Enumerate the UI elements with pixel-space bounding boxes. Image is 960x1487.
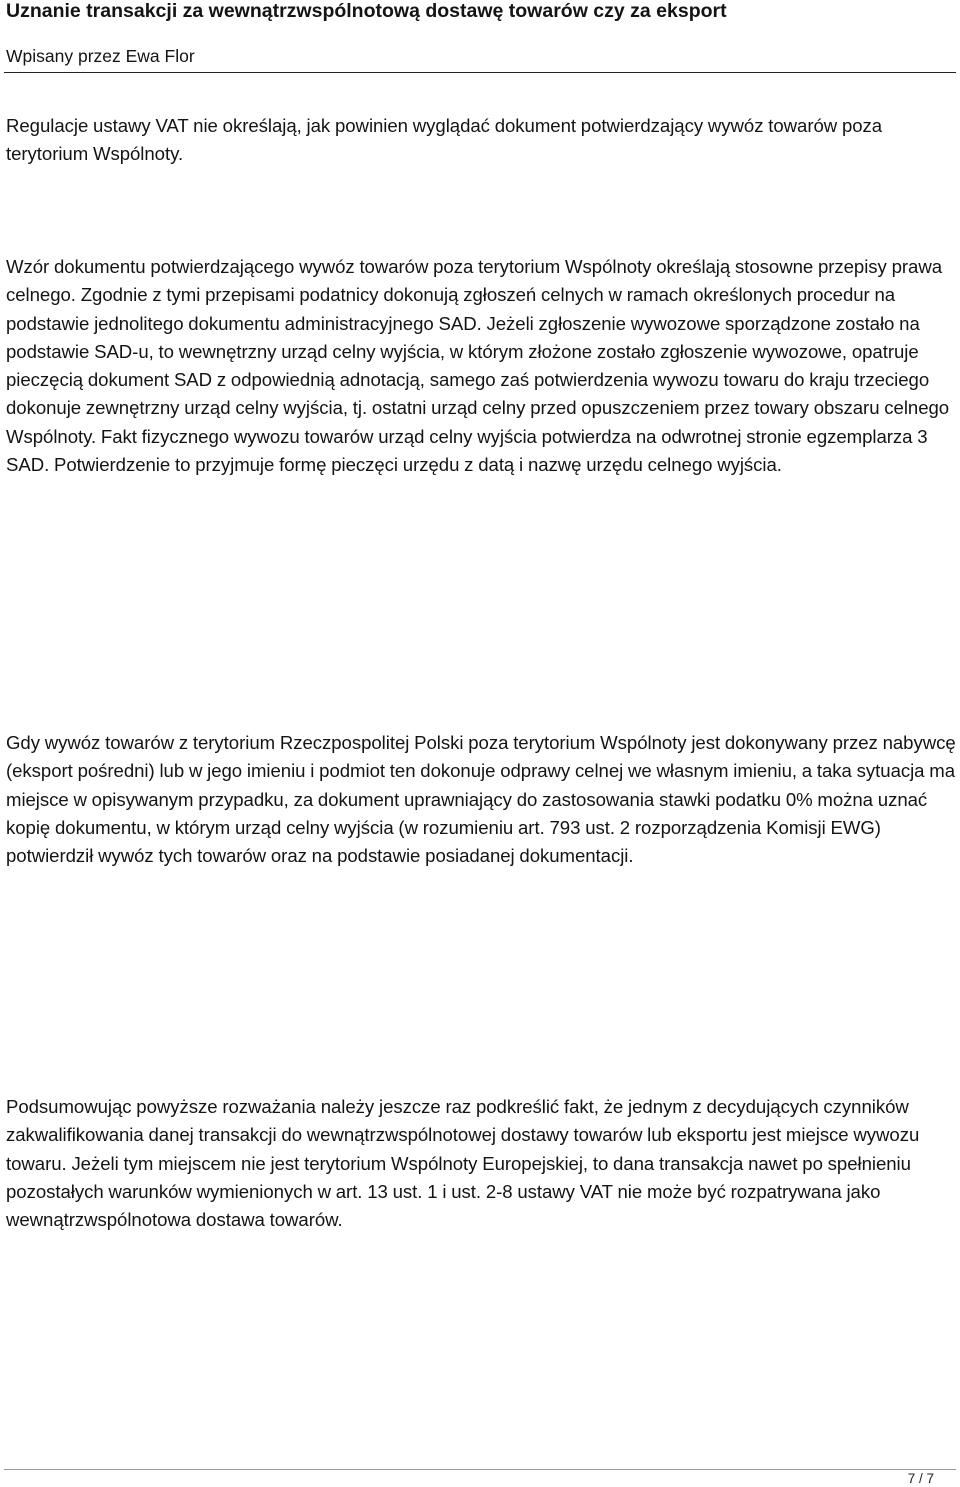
footer-divider (4, 1469, 956, 1470)
paragraph-2: Wzór dokumentu potwierdzającego wywóz towarów poza terytorium Wspólnoty określają stosowne przepisy prawa celnego. Zgodnie z tymi przepisami podatnicy dokonują zgłoszeń celnych w ramach określonych procedur na podstawie jednolitego dokumentu administracyjnego SAD. Jeżeli zgłoszenie wywozowe sporządzone zostało na podstawie SAD-u, to wewnętrzny urząd celny wyjścia, w którym złożone zostało zgłoszenie wywozowe, opatruje pieczęcią dokument SAD z odpowiednią adnotacją, samego zaś potwierdzenia wywozu towaru do kraju trzeciego dokonuje zewnętrzny urząd celny wyjścia, tj. ostatni urząd celny przed opuszczeniem przez towary obszaru celnego Wspólnoty. Fakt fizycznego wywozu towarów urząd celny wyjścia potwierdza na odwrotnej stronie egzemplarza 3 SAD. Potwierdzenie to przyjmuje formę pieczęci urzędu z datą i nazwę urzędu celnego wyjścia. (6, 256, 950, 476)
paragraph-3: Gdy wywóz towarów z terytorium Rzeczpospolitej Polski poza terytorium Wspólnoty jest dokonywany przez nabywcę (eksport pośredni) lub w jego imieniu i podmiot ten dokonuje odprawy celnej we własnym imieniu, a taka sytuacja ma miejsce w opisywanym przypadku, za dokument uprawniający do zastosowania stawki podatku 0% można uznać kopię dokumentu, w którym urząd celny wyjścia (w rozumieniu art. 793 ust. 2 rozporządzenia Komisji EWG) potwierdził wywóz tych towarów oraz na podstawie posiadanej dokumentacji. (6, 732, 956, 867)
header-divider (4, 72, 956, 73)
paragraph-4: Podsumowując powyższe rozważania należy jeszcze raz podkreślić fakt, że jednym z decydujących czynników zakwalifikowania danej transakcji do wewnątrzwspólnotowej dostawy towarów lub eksportu jest miejsce wywozu towaru. Jeżeli tym miejscem nie jest terytorium Wspólnoty Europejskiej, to dana transakcja nawet po spełnieniu pozostałych warunków wymienionych w art. 13 ust. 1 i ust. 2-8 ustawy VAT nie może być rozpatrywana jako wewnątrzwspólnotowa dostawa towarów. (6, 1096, 920, 1231)
page-number: 7 / 7 (907, 1471, 934, 1486)
author-line: Wpisany przez Ewa Flor (6, 46, 195, 66)
page-title: Uznanie transakcji za wewnątrzwspólnotową dostawę towarów czy za eksport (6, 0, 727, 22)
paragraph-1: Regulacje ustawy VAT nie określają, jak powinien wyglądać dokument potwierdzający wywóz towarów poza terytorium Wspólnoty. (6, 115, 883, 165)
